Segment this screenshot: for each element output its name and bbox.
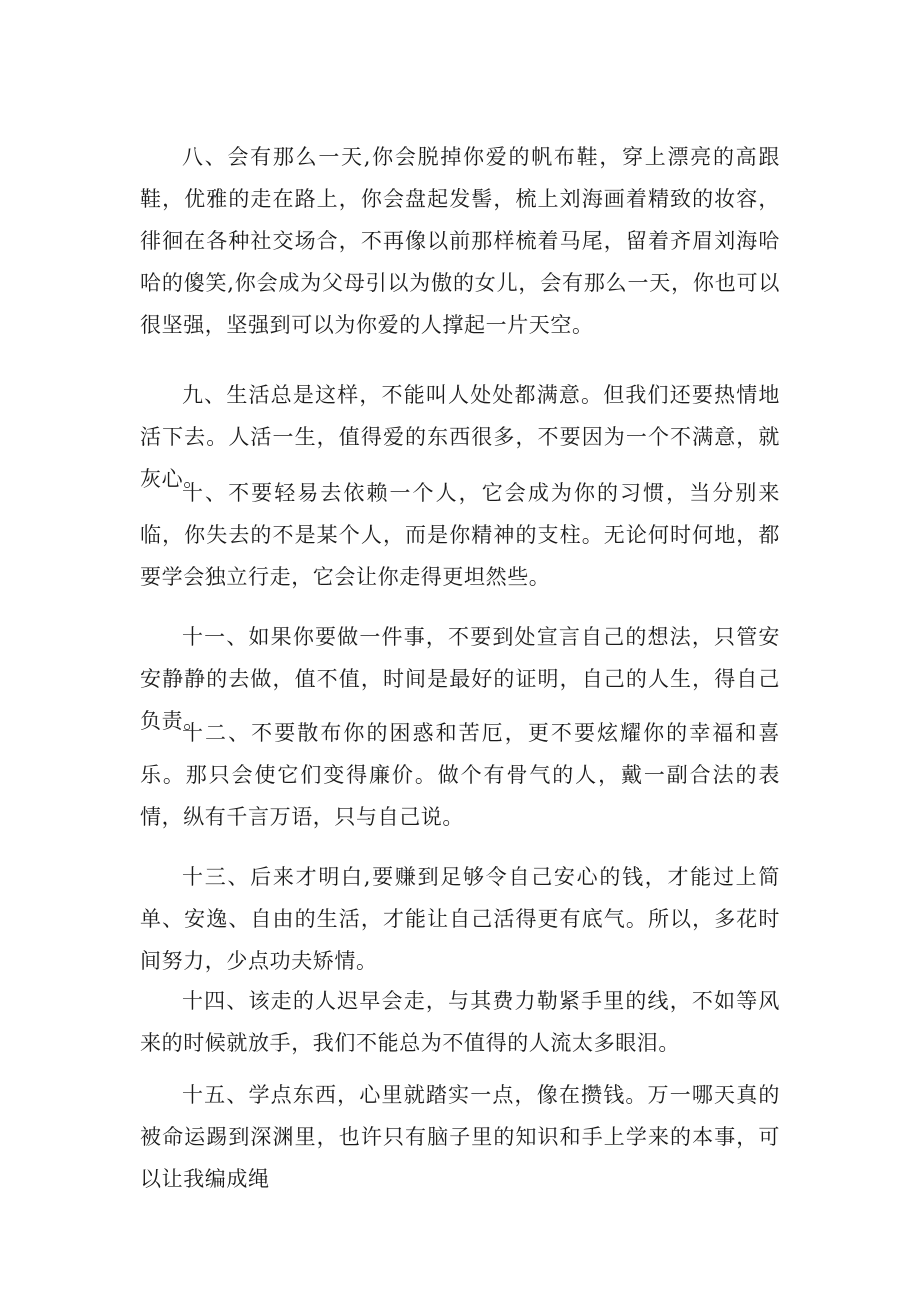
paragraph-11: 十一、如果你要做一件事，不要到处宣言自己的想法，只管安安静静的去做，值不值，时间是最好的证明，自己的人生，得自己负责。 (140, 625, 780, 733)
paragraph-8: 八、会有那么一天,你会脱掉你爱的帆布鞋，穿上漂亮的高跟鞋，优雅的走在路上，你会盘起发髻，梳上刘海画着精致的妆容，徘徊在各种社交场合，不再像以前那样梳着马尾，留着齐眉刘海哈哈的傻笑,你会成为父母引以为傲的女儿，会有那么一天，你也可以很坚强，坚强到可以为你爱的人撑起一片天空。 (140, 145, 780, 337)
paragraph-9: 九、生活总是这样，不能叫人处处都满意。但我们还要热情地活下去。人活一生，值得爱的东西很多，不要因为一个不满意，就灰心。 (140, 383, 780, 491)
paragraph-12: 十二、不要散布你的困惑和苦厄，更不要炫耀你的幸福和喜乐。那只会使它们变得廉价。做个有骨气的人，戴一副合法的表情，纵有千言万语，只与自己说。 (140, 721, 780, 829)
paragraph-14: 十四、该走的人迟早会走，与其费力勒紧手里的线，不如等风来的时候就放手，我们不能总为不值得的人流太多眼泪。 (140, 989, 780, 1055)
paragraph-10: 十、不要轻易去依赖一个人，它会成为你的习惯，当分别来临，你失去的不是某个人，而是你精神的支柱。无论何时何地，都要学会独立行走，它会让你走得更坦然些。 (140, 481, 780, 589)
paragraph-13: 十三、后来才明白,要赚到足够令自己安心的钱，才能过上简单、安逸、自由的生活，才能让自己活得更有底气。所以，多花时间努力，少点功夫矫情。 (140, 865, 780, 973)
paragraph-15: 十五、学点东西，心里就踏实一点，像在攒钱。万一哪天真的被命运踢到深渊里，也许只有脑子里的知识和手上学来的本事，可以让我编成绳 (140, 1083, 780, 1191)
